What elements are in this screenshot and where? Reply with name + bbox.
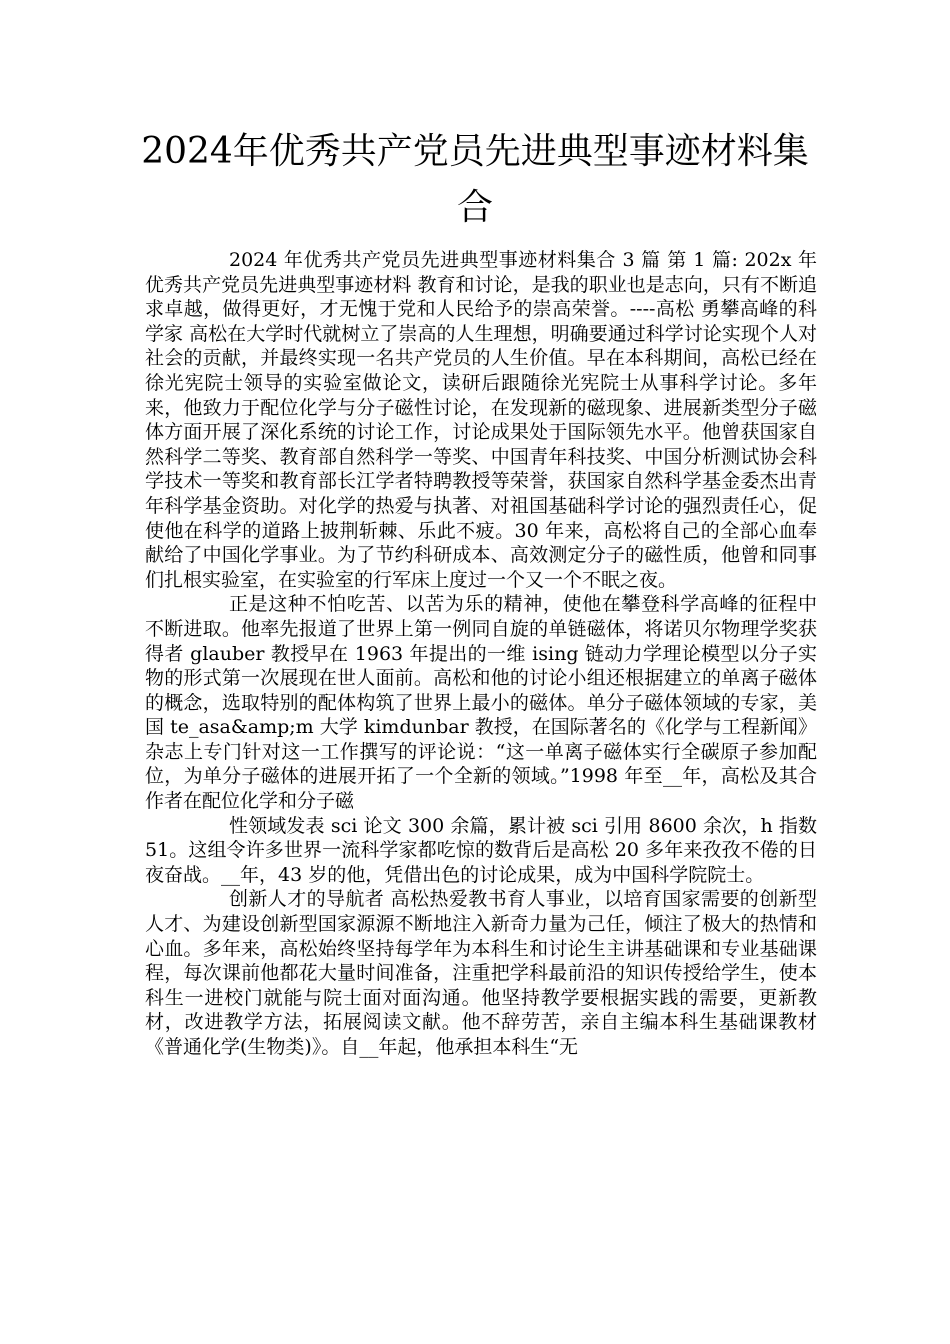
paragraph-4: 创新人才的导航者 高松热爱教书育人事业，以培育国家需要的创新型人才、为建设创新型国家源源不断地注入新奇力量为己任，倾注了极大的热情和心血。多年来，高松始终坚持每学年为本科生和讨论生主讲基础课和专业基础课程，每次课前他都花大量时间准备，注重把学科最前沿的知识传授给学生，使本科生一进校门就能与院士面对面沟通。他坚持教学要根据实践的需要，更新教材，改进教学方法，拓展阅读文献。他不辞劳苦，亲自主编本科生基础课教材《普通化学(生物类)》。自__年起，他承担本科生“无 <box>145 888 817 1058</box>
document-body <box>145 248 817 1060</box>
document-title: 2024年优秀共产党员先进典型事迹材料集合 <box>141 131 809 228</box>
paragraph-1: 2024 年优秀共产党员先进典型事迹材料集合 3 篇 第 1 篇: 202x 年优秀共产党员先进典型事迹材料 教育和讨论，是我的职业也是志向，只有不断追求卓越，做得更好，才无愧于党和人民给予的崇高荣誉。----高松 勇攀高峰的科学家 高松在大学时代就树立了崇高的人生理想，明确要通过科学讨论实现个人对社会的贡献，并最终实现一名共产党员的人生价值。早在本科期间，高松已经在徐光宪院士领导的实验室做论文，读研后跟随徐光宪院士从事科学讨论。多年来，他致力于配位化学与分子磁性讨论，在发现新的磁现象、进展新类型分子磁体方面开展了深化系统的讨论工作，讨论成果处于国际领先水平。他曾获国家自然科学二等奖、教育部自然科学一等奖、中国青年科技奖、中国分析测试协会科学技术一等奖和教育部长江学者特聘教授等荣誉，获国家自然科学基金委杰出青年科学基金资助。对化学的热爱与执著、对祖国基础科学讨论的强烈责任心，促使他在科学的道路上披荆斩棘、乐此不疲。30 年来，高松将自己的全部心血奉献给了中国化学事业。为了节约科研成本、高效测定分子的磁性质，他曾和同事们扎根实验室，在实验室的行军床上度过一个又一个不眠之夜。 <box>145 249 817 591</box>
paragraph-2: 正是这种不怕吃苦、以苦为乐的精神，使他在攀登科学高峰的征程中不断进取。他率先报道了世界上第一例同自旋的单链磁体，将诺贝尔物理学奖获得者 glauber 教授早在 1963 年提出的一维 ising 链动力学理论模型以分子实物的形式第一次展现在世人面前。高松和他的讨论小组还根据建立的单离子磁体的概念，选取特别的配体构筑了世界上最小的磁体。单分子磁体领域的专家，美国 te_asa&amp;m 大学 kimdunbar 教授，在国际著名的《化学与工程新闻》杂志上专门针对这一工作撰写的评论说：“这一单离子磁体实行全碳原子参加配位，为单分子磁体的进展开拓了一个全新的领域。”1998 年至__年，高松及其合作者在配位化学和分子磁 <box>145 593 817 813</box>
paragraph-3: 性领域发表 sci 论文 300 余篇，累计被 sci 引用 8600 余次，h 指数 51。这组令许多世界一流科学家都吃惊的数背后是高松 20 多年来孜孜不倦的日夜奋战。__年，43 岁的他，凭借出色的讨论成果，成为中国科学院院士。 <box>145 814 817 886</box>
